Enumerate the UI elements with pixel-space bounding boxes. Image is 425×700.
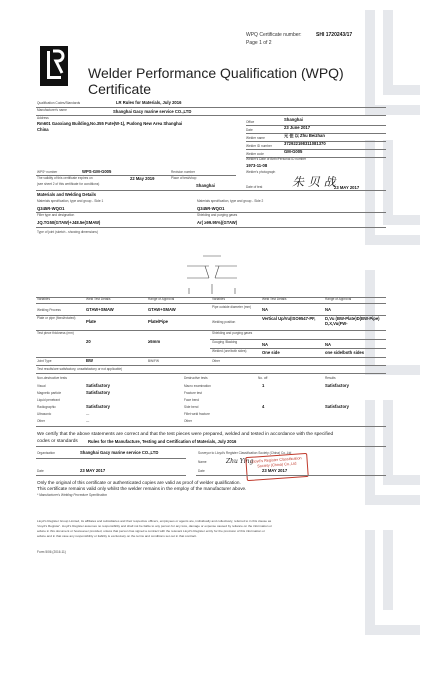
filler-label: Filler type and designation bbox=[37, 213, 75, 217]
office-value: Shanghai bbox=[284, 117, 303, 122]
dt-label: Other bbox=[184, 419, 192, 423]
revision-label: Revision number bbox=[171, 170, 195, 174]
ndt-value: Satisfactory bbox=[86, 390, 110, 395]
footer-note-1: Only the original of this certificate or authenticated copies are valid as proof of welder qualification. bbox=[37, 480, 241, 485]
date-right: 23 MAY 2017 bbox=[262, 468, 288, 473]
welder-id-label: Welder ID number bbox=[246, 144, 272, 148]
legal-line: Lloyd's Register Group Limited, its affiliates and subsidiaries and their respective officers, employees or agents are, individually and collectively, referred to in this clause as bbox=[37, 519, 272, 523]
row-test-2: NA bbox=[262, 342, 269, 347]
col-variables-2: Variables bbox=[212, 297, 226, 301]
row-test: GTAW+SMAW bbox=[86, 307, 114, 312]
ndt-value: Satisfactory bbox=[86, 404, 110, 409]
col-variables-1: Variables bbox=[37, 297, 51, 301]
welder-id-value: 372922198311081370 bbox=[284, 141, 326, 146]
side1-label: Materials specification, type and group - Side 1 bbox=[37, 199, 104, 203]
col-range-1: Range of Approval bbox=[148, 297, 175, 301]
footer-note-2: This certificate remains valid only whilst the welder remains in the employ of the manufacturer above. bbox=[37, 486, 247, 491]
footer-note-3: * Manufacturer's Welding Procedure Specification bbox=[37, 493, 108, 497]
legal-line: 'Lloyd's Register'. Lloyd's Register assumes no responsibility and shall not be liable to any person for any loss, damage or expense caused by reliance on the information or bbox=[37, 524, 273, 528]
row-var: Welding Process bbox=[37, 308, 61, 312]
photo-label: Welder's photograph bbox=[246, 170, 276, 174]
welder-code-label: Welder code bbox=[246, 152, 264, 156]
no-off-header: No. off bbox=[258, 376, 268, 380]
page-title-line2: Certificate bbox=[88, 81, 152, 97]
row-var-2: Welded (one/both sides) bbox=[212, 349, 247, 353]
certify-statement: We certify that the above statements are correct and that the test pieces were prepared, welded and tested in accordance with the specified bbox=[37, 432, 334, 437]
wps-value: WPS-GM-G005 bbox=[82, 169, 112, 174]
row-range-2: one side/both sides bbox=[325, 350, 365, 355]
row-var-2: Welding position bbox=[212, 320, 236, 324]
office-label: Office bbox=[246, 120, 255, 124]
manufacturer-value: Shanghai Gacy marine service CO.,LTD bbox=[113, 109, 192, 114]
date-test-label: Date of test bbox=[246, 185, 263, 189]
surveyor-name-label: Name bbox=[198, 460, 207, 464]
cert-number: SHI 1720243/17 bbox=[316, 32, 353, 38]
validity-label: The validity of this certificate expires on bbox=[37, 176, 93, 180]
date-label-left: Date bbox=[37, 469, 44, 473]
validity-value: 22 May 2019 bbox=[130, 176, 155, 181]
place-label: Place of test/shop bbox=[171, 176, 197, 180]
dt-label: Fracture test bbox=[184, 391, 202, 395]
organisation-value: Shanghai Gacy marine service CO.,LTD bbox=[80, 450, 159, 455]
dt-no: 1 bbox=[262, 383, 265, 388]
dt-label: Side bend bbox=[184, 405, 199, 409]
lr-logo-icon bbox=[40, 46, 68, 86]
welder-code-value: GM-G005 bbox=[284, 149, 303, 154]
ndt-value: Satisfactory bbox=[86, 383, 110, 388]
table-footnote: Test results/are satisfactory, unsatisfactory or not applicable) bbox=[37, 367, 123, 371]
filler-value: JQ.TG50(GTAW)+J48.5e(SMAW) bbox=[37, 220, 101, 225]
side2-label: Materials specification, type and group - Side 2 bbox=[197, 199, 264, 203]
birth-label: Welder's Date of Birth/Personal ID number bbox=[246, 157, 307, 161]
place-value: Shanghai bbox=[196, 183, 215, 188]
row-test-2: One side bbox=[262, 350, 280, 355]
ndt-label: Liquid penetrant bbox=[37, 398, 60, 402]
welder-name-label: Welder name bbox=[246, 136, 265, 140]
surveyor-name: Zhu Ying bbox=[226, 458, 254, 465]
row-range: GTAW+SMAW bbox=[148, 307, 176, 312]
ndt-label: Other bbox=[37, 419, 45, 423]
ndt-label: Magnetic particle bbox=[37, 391, 62, 395]
row-test: BW bbox=[86, 358, 93, 363]
row-var: Plate or pipe (fixed/rotated) bbox=[37, 316, 76, 320]
qualification-label: Qualification Codes/Standards bbox=[37, 101, 81, 105]
date-left: 23 MAY 2017 bbox=[80, 468, 106, 473]
row-var: Joint Type bbox=[37, 359, 52, 363]
row-range-2: NA bbox=[325, 307, 332, 312]
address-line2: China bbox=[37, 127, 49, 132]
ndt-value: — bbox=[86, 412, 90, 416]
row-range: Plate/Pipe bbox=[148, 319, 169, 324]
ndt-label: Visual bbox=[37, 384, 46, 388]
dt-result: Satisfactory bbox=[325, 404, 349, 409]
dt-no: 4 bbox=[262, 404, 265, 409]
results-header: Results bbox=[325, 376, 336, 380]
dt-label: Fillet weld fracture bbox=[184, 412, 210, 416]
dt-result: Satisfactory bbox=[325, 383, 349, 388]
wps-label: WPS* number bbox=[37, 170, 58, 174]
dt-header: Destructive tests bbox=[184, 376, 208, 380]
codes-label: codes or standards bbox=[37, 439, 78, 444]
row-var-2: Shielding and purging gases bbox=[212, 331, 253, 335]
welder-signature: 朱 贝 战 bbox=[292, 175, 336, 189]
materials-heading: Materials and Welding Details bbox=[37, 192, 97, 197]
row-range-2: D,Vu (BW-Plate)D(BW-Pipe) D,X,Vu(FW- bbox=[325, 316, 380, 327]
col-range-2: Range of Approval bbox=[325, 297, 352, 301]
legal-line: advice in this document or howsoever provided, unless that person has signed a contract with the relevant Lloyd's Register entity for the provision of this information or bbox=[37, 529, 265, 533]
ndt-header: Non-destructive tests bbox=[37, 376, 67, 380]
row-test: Plate bbox=[86, 319, 97, 324]
date-label-right: Date bbox=[198, 469, 205, 473]
validity-note: (see sheet 2 of this certificate for conditions) bbox=[37, 182, 100, 186]
col-test-details-2: Weld Test Details bbox=[262, 297, 287, 301]
ndt-value: — bbox=[86, 419, 90, 423]
row-range: ≥5mm bbox=[148, 339, 161, 344]
surveyor-label: Surveyor to Lloyd's Register Classification Society (China) Co.,Ltd bbox=[198, 451, 292, 455]
row-range: BW/FW bbox=[148, 359, 159, 363]
row-var-2: Pipe outside diameter (mm) bbox=[212, 305, 252, 309]
row-range-2: NA bbox=[325, 342, 332, 347]
cert-number-label: WPQ Certificate number: bbox=[246, 32, 302, 38]
shielding-value: Ar( ≥99.95%)(GTAW) bbox=[197, 220, 238, 225]
qualification-value: LR Rules for Materials, July 2016 bbox=[116, 100, 182, 105]
row-test-2: Vertical Up/Vu(ISO9547-PF, bbox=[262, 316, 316, 321]
address-label: Address bbox=[37, 116, 49, 120]
joint-sketch-icon bbox=[183, 248, 241, 298]
address-line1: Rm601 Gaoxiang Building,No.355 Fute(W-1), Pudong New Area Shanghai bbox=[37, 121, 183, 126]
ndt-label: Ultrasonic bbox=[37, 412, 52, 416]
manufacturer-label: Manufacturer's name bbox=[37, 108, 67, 112]
ndt-label: Radiographic bbox=[37, 405, 56, 409]
col-test-details-1: Weld Test Details bbox=[86, 297, 111, 301]
welder-name-value: 元 佳 以 Zhu Beizhan bbox=[284, 133, 325, 138]
stamp-text: Lloyd's Register Classification Society (China) Co.,Ltd bbox=[251, 456, 302, 468]
legal-line: advice and in that case any responsibility or liability is exclusively on the terms and conditions set out in that contract. bbox=[37, 534, 197, 538]
side1-value: Q345R-WQO1 bbox=[37, 206, 65, 211]
joint-sketch-label: Type of joint (sketch - showing dimensions) bbox=[37, 230, 98, 234]
codes-value: Rules for the Manufacture, Testing and Certification of Materials, July 2016 bbox=[88, 439, 237, 444]
row-var-2: Gouging /Backing bbox=[212, 340, 238, 344]
surveyor-stamp bbox=[245, 453, 309, 481]
form-number: Form 5/06 (2016.11) bbox=[37, 550, 66, 554]
page-of: Page 1 of 2 bbox=[246, 40, 272, 46]
row-var-2: Other bbox=[212, 359, 220, 363]
page-title: Welder Performance Qualification (WPQ) bbox=[88, 65, 344, 81]
dt-label: Macro examination bbox=[184, 384, 211, 388]
organisation-label: Organisation bbox=[37, 451, 56, 455]
dt-label: Face bend bbox=[184, 398, 200, 402]
row-var: Test piece thickness (mm) bbox=[37, 331, 74, 335]
row-test-2: NA bbox=[262, 307, 269, 312]
date-label: Date bbox=[246, 128, 253, 132]
date-test-value: 23 MAY 2017 bbox=[334, 185, 360, 190]
side2-value: Q345R-WQO1 bbox=[197, 206, 225, 211]
row-test: 20 bbox=[86, 339, 91, 344]
date-value: 23 June 2017 bbox=[284, 125, 311, 130]
birth-value: 1973-11-08 bbox=[246, 163, 268, 168]
shielding-label: Shielding and purging gases bbox=[197, 213, 238, 217]
